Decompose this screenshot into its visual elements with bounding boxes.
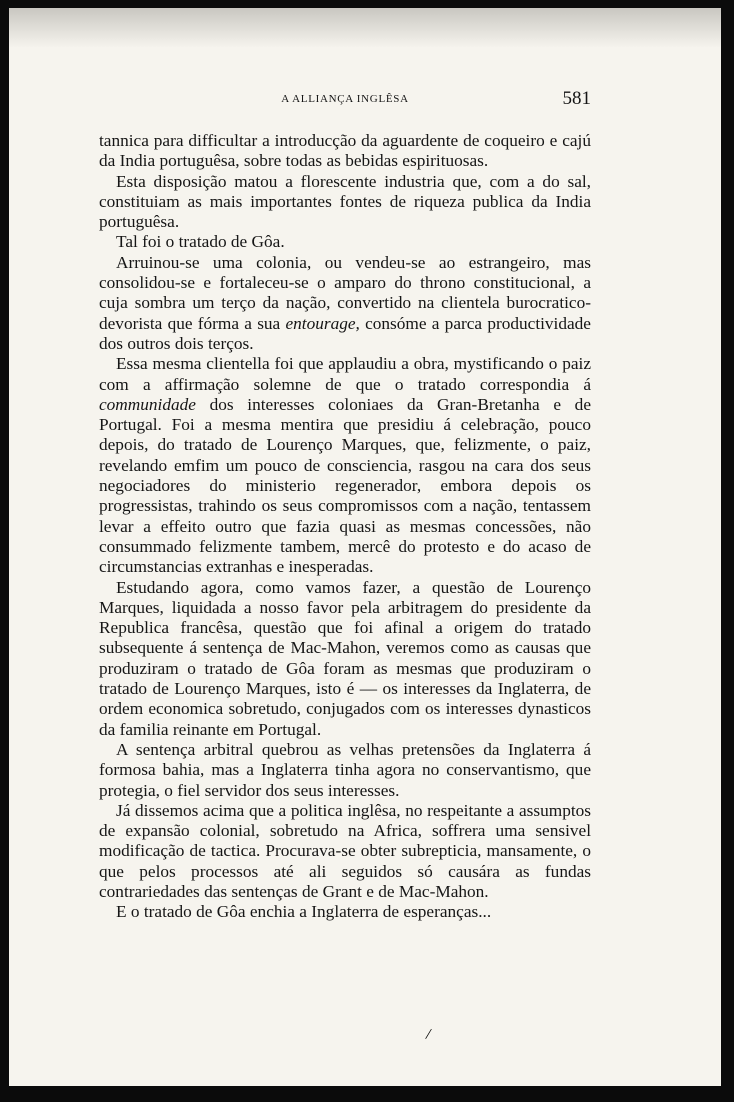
text-run: A sentença arbitral quebrou as velhas pretensões da Inglaterra á formosa bahia, mas a Inglaterra tinha agora no conservantismo, que protegia, o fiel servidor dos seus interesses. [99,739,591,800]
italic-text: entourage, [285,313,360,333]
text-run: E o tratado de Gôa enchia a Inglaterra de esperanças... [116,902,492,922]
text-run: tannica para difficultar a introducção da aguardente de coqueiro e cajú da India portuguêsa, sobre todas as bebidas espirituosas. [99,131,591,171]
text-run: Estudando agora, como vamos fazer, a questão de Lourenço Marques, liquidada a nosso favor pela arbitragem do presidente da Republica francêsa, questão que foi afinal a origem do tratado subsequente á sentença de Mac-Mahon, veremos como as causas que produziram o tratado de Gôa foram as mesmas que produziram o tratado de Lourenço Marques, isto é — os interesses da Inglaterra, de ordem economica sobretudo, conjugados com os interesses dynasticos da familia reinante em Portugal. [99,577,591,739]
text-run: Tal foi o tratado de Gôa. [116,232,285,252]
page-header [99,88,591,110]
text-run: Já dissemos acima que a politica inglêsa, no respeitante a assumptos de expansão colonial, sobretudo na Africa, soffrera uma sensivel modificação de tactica. Procurava-se obter subrepticia, mansamente, o que pelos processos até ali seguidos só causára as fundas contrariedades das sentenças de Grant e de Mac-Mahon. [99,800,591,901]
italic-text: communidade [99,394,196,414]
paragraph [99,578,591,740]
text-run: dos interesses coloniaes da Gran-Bretanha e de Portugal. Foi a mesma mentira que presidiu á celebração, pouco depois, do tratado de Lourenço Marques, que, felizmente, o paiz, revelando emfim um pouco de consciencia, rasgou na cara dos seus negociadores do ministerio regenerador, embora depois os progressistas, trahindo os seus compromissos com a nação, tentassem levar a effeito outro que fazia quasi as mesmas concessões, não consummado felizmente tambem, mercê do protesto e do acaso de circumstancias extranhas e inesperadas. [99,394,591,577]
text-run: Arruinou-se uma colonia, ou vendeu-se ao estrangeiro, mas consolidou-se e fortaleceu-se o amparo do throno constitucional, a cuja sombra um terço da nação, convertido na clientela burocratico-devorista que fórma a sua [99,252,591,333]
paragraph [99,232,591,252]
paragraph [99,354,591,577]
book-page [9,8,721,1086]
paragraph [99,253,591,354]
body-text [99,131,591,923]
page-number: 581 [562,88,591,109]
text-run: Essa mesma clientella foi que applaudiu a obra, mystificando o paiz com a affirmação solemne de que o tratado correspondia á [99,354,591,394]
paragraph [99,172,591,233]
text-run: consóme a parca productividade dos outros dois terços. [99,313,591,353]
paragraph [99,902,591,922]
ink-mark: / [424,1025,433,1044]
paragraph [99,801,591,902]
running-title: A ALLIANÇA INGLÊSA [281,93,409,105]
paragraph [99,740,591,801]
text-run: Esta disposição matou a florescente industria que, com a do sal, constituiam as mais importantes fontes de riqueza publica da India portuguêsa. [99,171,591,232]
paragraph [99,131,591,172]
